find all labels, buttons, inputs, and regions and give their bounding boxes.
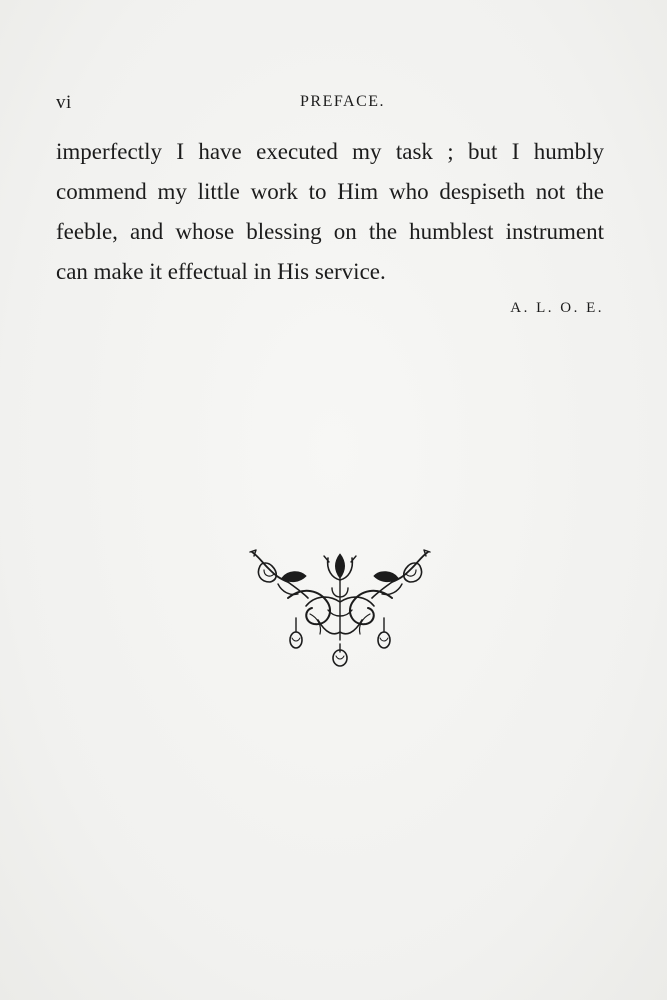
page-number: vi [56, 92, 72, 113]
paragraph-line: commend my little work to Him who despiseth not the [56, 179, 604, 204]
floral-ornament-icon [248, 548, 432, 668]
paragraph-line: feeble, and whose blessing on the humblest instrument [56, 219, 604, 244]
author-signature: A. L. O. E. [510, 300, 604, 316]
preface-paragraph [56, 132, 604, 292]
paragraph-line: can make it effectual in His service. [56, 259, 386, 284]
running-head [56, 92, 604, 116]
running-title: PREFACE. [300, 93, 386, 110]
paragraph-line: imperfectly I have executed my task ; but I humbly [56, 139, 604, 164]
